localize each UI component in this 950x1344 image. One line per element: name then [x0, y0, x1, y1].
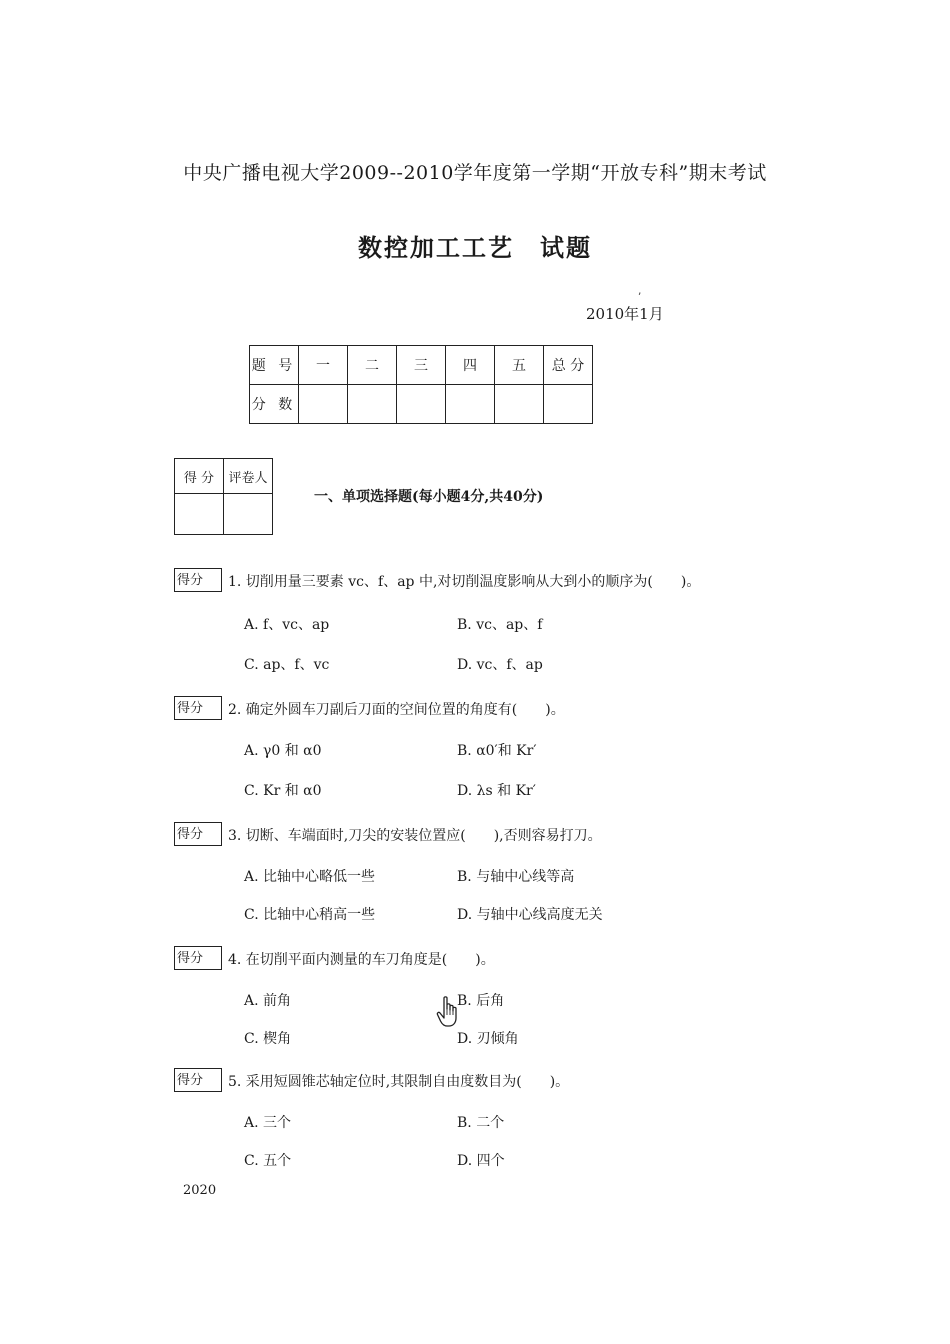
grader-box [174, 458, 273, 535]
column-1: 一 [299, 346, 348, 385]
section-title: 一、单项选择题(每小题4分,共40分) [314, 489, 544, 505]
tick-mark: ’ [638, 292, 642, 303]
grader-name-label: 评卷人 [224, 459, 273, 494]
column-3: 三 [397, 346, 446, 385]
score-tag: 得分 [174, 568, 222, 592]
option-b: B. 后角 [457, 993, 505, 1009]
option-c: C. 五个 [244, 1153, 292, 1169]
institution-line: 中央广播电视大学2009--2010学年度第一学期“开放专科”期末考试 [183, 162, 767, 184]
exam-title: 数控加工工艺 试题 [358, 233, 592, 262]
question-text: 4. 在切削平面内测量的车刀角度是( )。 [228, 952, 495, 968]
question-number-label: 题 号 [250, 346, 299, 385]
column-5: 五 [495, 346, 544, 385]
option-a: A. 三个 [244, 1115, 292, 1131]
page-number: 2020 [183, 1183, 217, 1198]
score-cell [299, 385, 348, 424]
question-text: 3. 切断、车端面时,刀尖的安装位置应( ),否则容易打刀。 [228, 828, 602, 844]
question-text: 2. 确定外圆车刀副后刀面的空间位置的角度有( )。 [228, 702, 565, 718]
option-a: A. f、vc、ap [244, 617, 330, 633]
option-b: B. α0′和 Kr′ [457, 743, 537, 759]
exam-date: 2010年1月 [586, 305, 664, 323]
option-c: C. 比轴中心稍高一些 [244, 907, 376, 923]
option-d: D. 四个 [457, 1153, 505, 1169]
score-label: 分 数 [250, 385, 299, 424]
column-total: 总 分 [544, 346, 593, 385]
score-cell [495, 385, 544, 424]
score-table-value-row [250, 385, 593, 424]
option-b: B. 二个 [457, 1115, 505, 1131]
option-c: C. Kr 和 α0 [244, 783, 322, 799]
option-b: B. vc、ap、f [457, 617, 543, 633]
score-cell [397, 385, 446, 424]
grader-score-cell [175, 494, 224, 535]
option-a: A. 前角 [244, 993, 292, 1009]
score-tag: 得分 [174, 822, 222, 846]
option-c: C. ap、f、vc [244, 657, 330, 673]
score-tag: 得分 [174, 946, 222, 970]
score-tag: 得分 [174, 1068, 222, 1092]
grader-name-cell [224, 494, 273, 535]
option-d: D. λs 和 Kr′ [457, 783, 536, 799]
question-text: 5. 采用短圆锥芯轴定位时,其限制自由度数目为( )。 [228, 1074, 570, 1090]
column-4: 四 [446, 346, 495, 385]
option-d: D. 与轴中心线高度无关 [457, 907, 603, 923]
grader-score-label: 得 分 [175, 459, 224, 494]
score-summary-table [249, 345, 593, 424]
option-d: D. vc、f、ap [457, 657, 543, 673]
score-cell [544, 385, 593, 424]
score-cell [446, 385, 495, 424]
question-text: 1. 切削用量三要素 vc、f、ap 中,对切削温度影响从大到小的顺序为( )。 [228, 574, 701, 590]
option-c: C. 楔角 [244, 1031, 292, 1047]
hand-pointer-icon [436, 996, 460, 1028]
score-cell [348, 385, 397, 424]
score-table-header-row [250, 346, 593, 385]
score-tag: 得分 [174, 696, 222, 720]
option-d: D. 刃倾角 [457, 1031, 519, 1047]
column-2: 二 [348, 346, 397, 385]
option-a: A. γ0 和 α0 [244, 743, 322, 759]
option-b: B. 与轴中心线等高 [457, 869, 575, 885]
option-a: A. 比轴中心略低一些 [244, 869, 376, 885]
